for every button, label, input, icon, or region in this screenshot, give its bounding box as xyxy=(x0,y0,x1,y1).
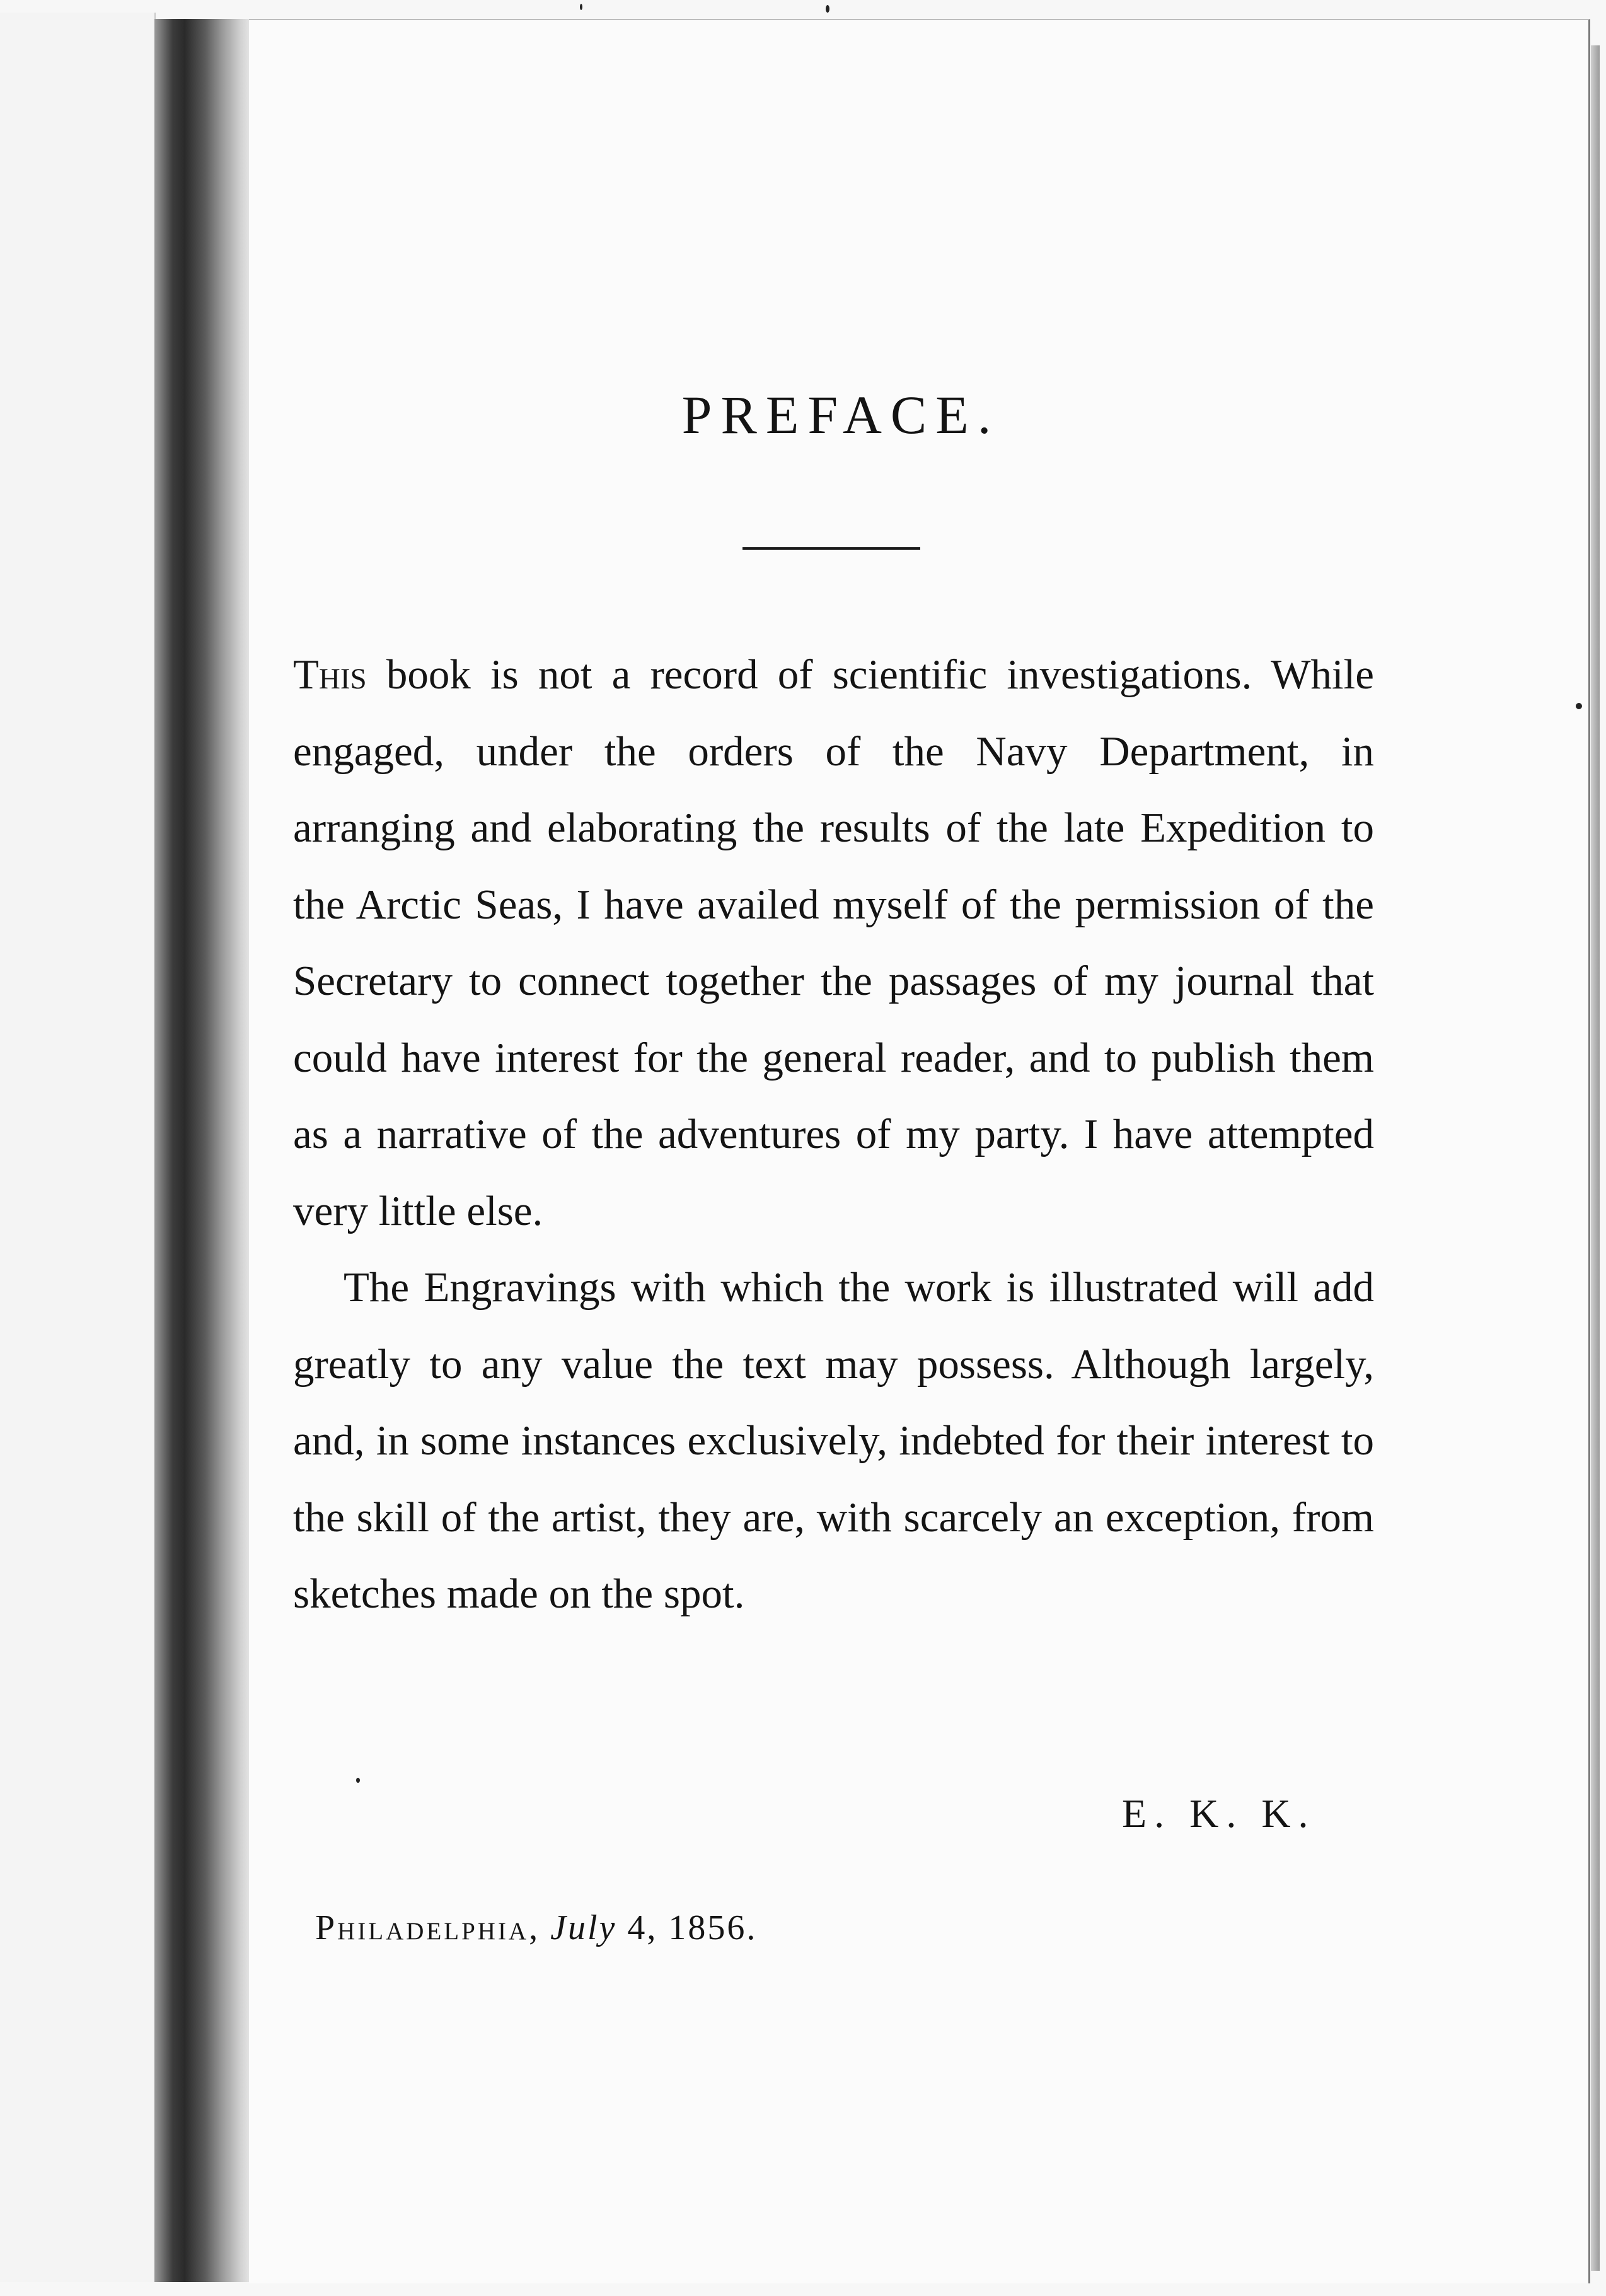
ink-speck xyxy=(356,1778,360,1783)
ink-speck xyxy=(580,4,582,10)
ink-speck xyxy=(826,5,829,13)
dateline-day-year: 4, 1856. xyxy=(627,1908,758,1947)
dateline xyxy=(315,1910,757,1945)
book-gutter-shadow xyxy=(154,19,255,2282)
paragraph-lead-word: This xyxy=(293,651,367,698)
paragraph-1-text: book is not a record of scientific investigations. While engaged, under the orders of the Navy Department, in arranging and elaborating the results of the late Expedition to the Arctic Seas, I have availed myself of the permission of the Secretary to connect together the passages of my journal that could have interest for the general reader, and to publish them as a narrative of the adventures of my party. I have attempted very little else. xyxy=(293,651,1375,1234)
preface-paragraph-2: The Engravings with which the work is illustrated will add greatly to any value the text may possess. Although largely, and, in some instances exclusively, indebted for their interest to the skill of the artist, they are, with scarcely an exception, from sketches made on the spot. xyxy=(293,1264,1374,1617)
page-title: PREFACE. xyxy=(681,385,1000,445)
author-initials: E. K. K. xyxy=(1122,1791,1316,1836)
dateline-place: Philadelphia xyxy=(315,1908,529,1947)
title-rule xyxy=(742,547,920,550)
preface-body xyxy=(293,637,1374,1633)
ink-speck xyxy=(1576,703,1582,709)
facing-page-edge xyxy=(0,13,156,2282)
dateline-separator: , xyxy=(529,1908,540,1947)
dateline-month: July xyxy=(550,1908,617,1947)
preface-paragraph-1 xyxy=(293,637,1374,1249)
